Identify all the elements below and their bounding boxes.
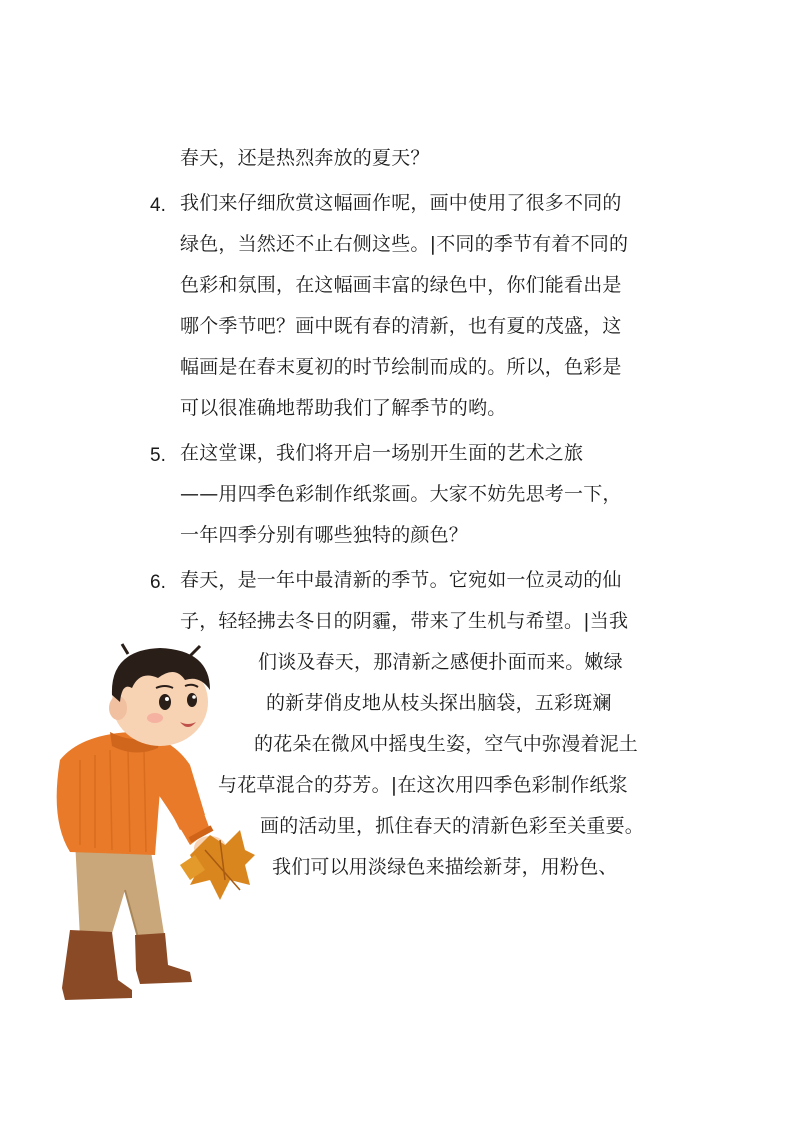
item-6-line-3: 们谈及春天，那清新之感便扑面而来。嫩绿 <box>258 651 623 673</box>
item-4-line-4: 哪个季节吧？画中既有春的清新，也有夏的茂盛，这 <box>180 315 622 337</box>
item-number-6: 6. <box>150 572 166 593</box>
item-6-line-8: 我们可以用淡绿色来描绘新芽，用粉色、 <box>272 856 618 878</box>
item-number-4: 4. <box>150 195 166 216</box>
intro-line: 春天，还是热烈奔放的夏天？ <box>180 147 430 169</box>
right-boot <box>135 933 192 984</box>
item-5-line-1: 在这堂课，我们将开启一场别开生面的艺术之旅 <box>180 442 584 464</box>
item-6-line-1: 春天，是一年中最清新的季节。它宛如一位灵动的仙 <box>180 569 622 591</box>
item-6-line-4: 的新芽俏皮地从枝头探出脑袋，五彩斑斓 <box>266 692 612 714</box>
item-number-5: 5. <box>150 445 166 466</box>
item-6-line-2: 子，轻轻拂去冬日的阴霾，带来了生机与希望。|当我 <box>180 610 629 632</box>
item-4-line-6: 可以很准确地帮助我们了解季节的哟。 <box>180 397 507 419</box>
boy-with-leaves-illustration <box>40 640 270 1010</box>
item-5-line-3: 一年四季分别有哪些独特的颜色？ <box>180 524 469 546</box>
item-4-line-1: 我们来仔细欣赏这幅画作呢，画中使用了很多不同的 <box>180 192 622 214</box>
item-4-line-2: 绿色，当然还不止右侧这些。|不同的季节有着不同的 <box>180 233 629 255</box>
item-4-line-3: 色彩和氛围，在这幅画丰富的绿色中，你们能看出是 <box>180 274 622 296</box>
item-6-line-7: 画的活动里，抓住春天的清新色彩至关重要。 <box>260 815 645 837</box>
item-6-line-6: 与花草混合的芬芳。|在这次用四季色彩制作纸浆 <box>218 774 628 796</box>
item-5-line-2: ——用四季色彩制作纸浆画。大家不妨先思考一下， <box>180 483 622 505</box>
pants <box>75 840 165 945</box>
left-boot <box>62 930 132 1000</box>
item-6-line-5: 的花朵在微风中摇曳生姿，空气中弥漫着泥土 <box>254 733 639 755</box>
item-4-line-5: 幅画是在春末夏初的时节绘制而成的。所以，色彩是 <box>180 356 622 378</box>
